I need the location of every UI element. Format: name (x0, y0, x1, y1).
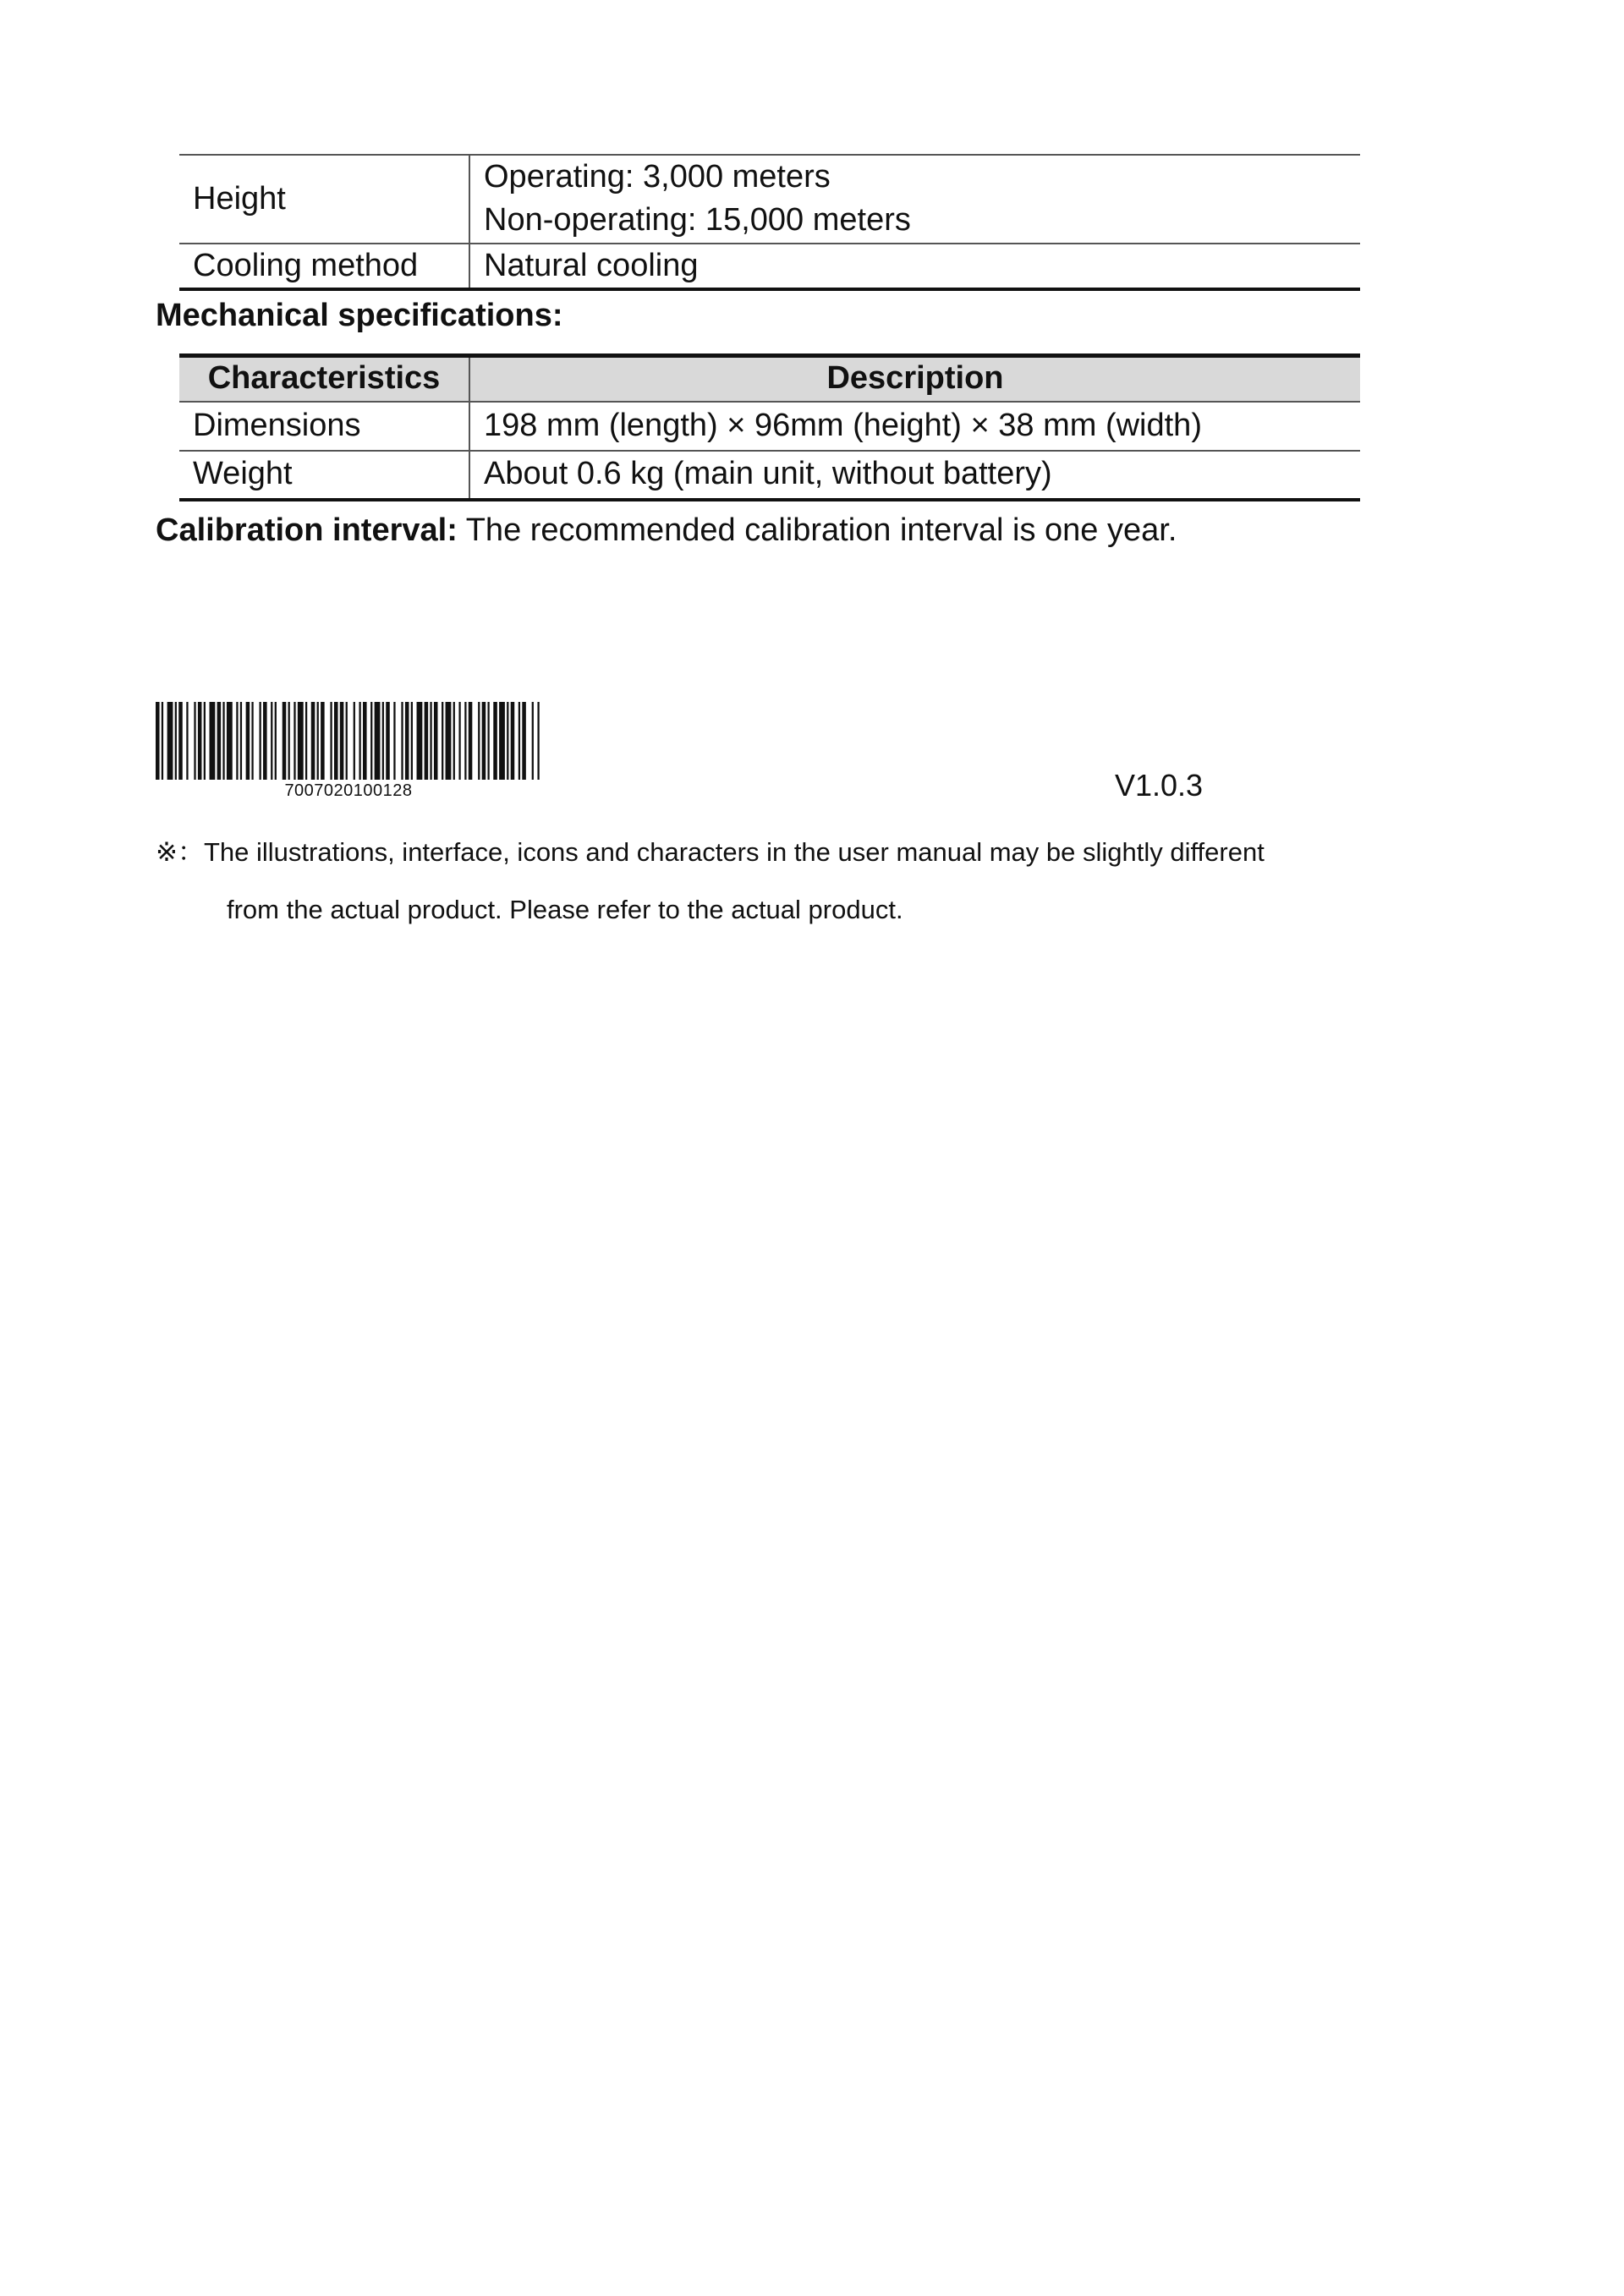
row-value-cooling: Natural cooling (469, 244, 1360, 289)
footnote-line-1: The illustrations, interface, icons and characters in the user manual may be slightly different (203, 837, 1265, 867)
row-value-weight: About 0.6 kg (main unit, without battery) (469, 451, 1360, 500)
row-label-dimensions: Dimensions (193, 407, 361, 443)
calibration-paragraph (156, 512, 1177, 549)
barcode-number: 7007020100128 (284, 781, 413, 800)
row-label-weight: Weight (193, 456, 293, 492)
row-label-cooling: Cooling method (193, 247, 419, 283)
mechanical-heading: Mechanical specifications: (156, 298, 563, 333)
barcode-image (156, 702, 541, 780)
reference-mark-icon: ※： (156, 837, 204, 867)
height-operating: Operating: 3,000 meters (484, 159, 831, 195)
height-non-operating: Non-operating: 15,000 meters (484, 202, 911, 238)
table-row (179, 155, 1360, 244)
row-label-height: Height (193, 180, 286, 216)
footnote-line-2: from the actual product. Please refer to the actual product. (227, 895, 903, 924)
header-characteristics: Characteristics (179, 356, 469, 402)
calibration-text: The recommended calibration interval is one year. (465, 512, 1177, 548)
version-label: V1.0.3 (1115, 768, 1204, 803)
table-header-row (179, 356, 1360, 402)
calibration-label: Calibration interval: (156, 512, 458, 548)
footnote (156, 824, 1374, 939)
header-description: Description (469, 356, 1360, 402)
table-row (179, 244, 1360, 289)
environment-table (179, 154, 1360, 291)
row-value-dimensions: 198 mm (length) × 96mm (height) × 38 mm (width) (469, 402, 1360, 451)
mechanical-table (179, 353, 1360, 501)
table-row (179, 451, 1360, 500)
row-value-height (469, 155, 1360, 244)
table-row (179, 402, 1360, 451)
